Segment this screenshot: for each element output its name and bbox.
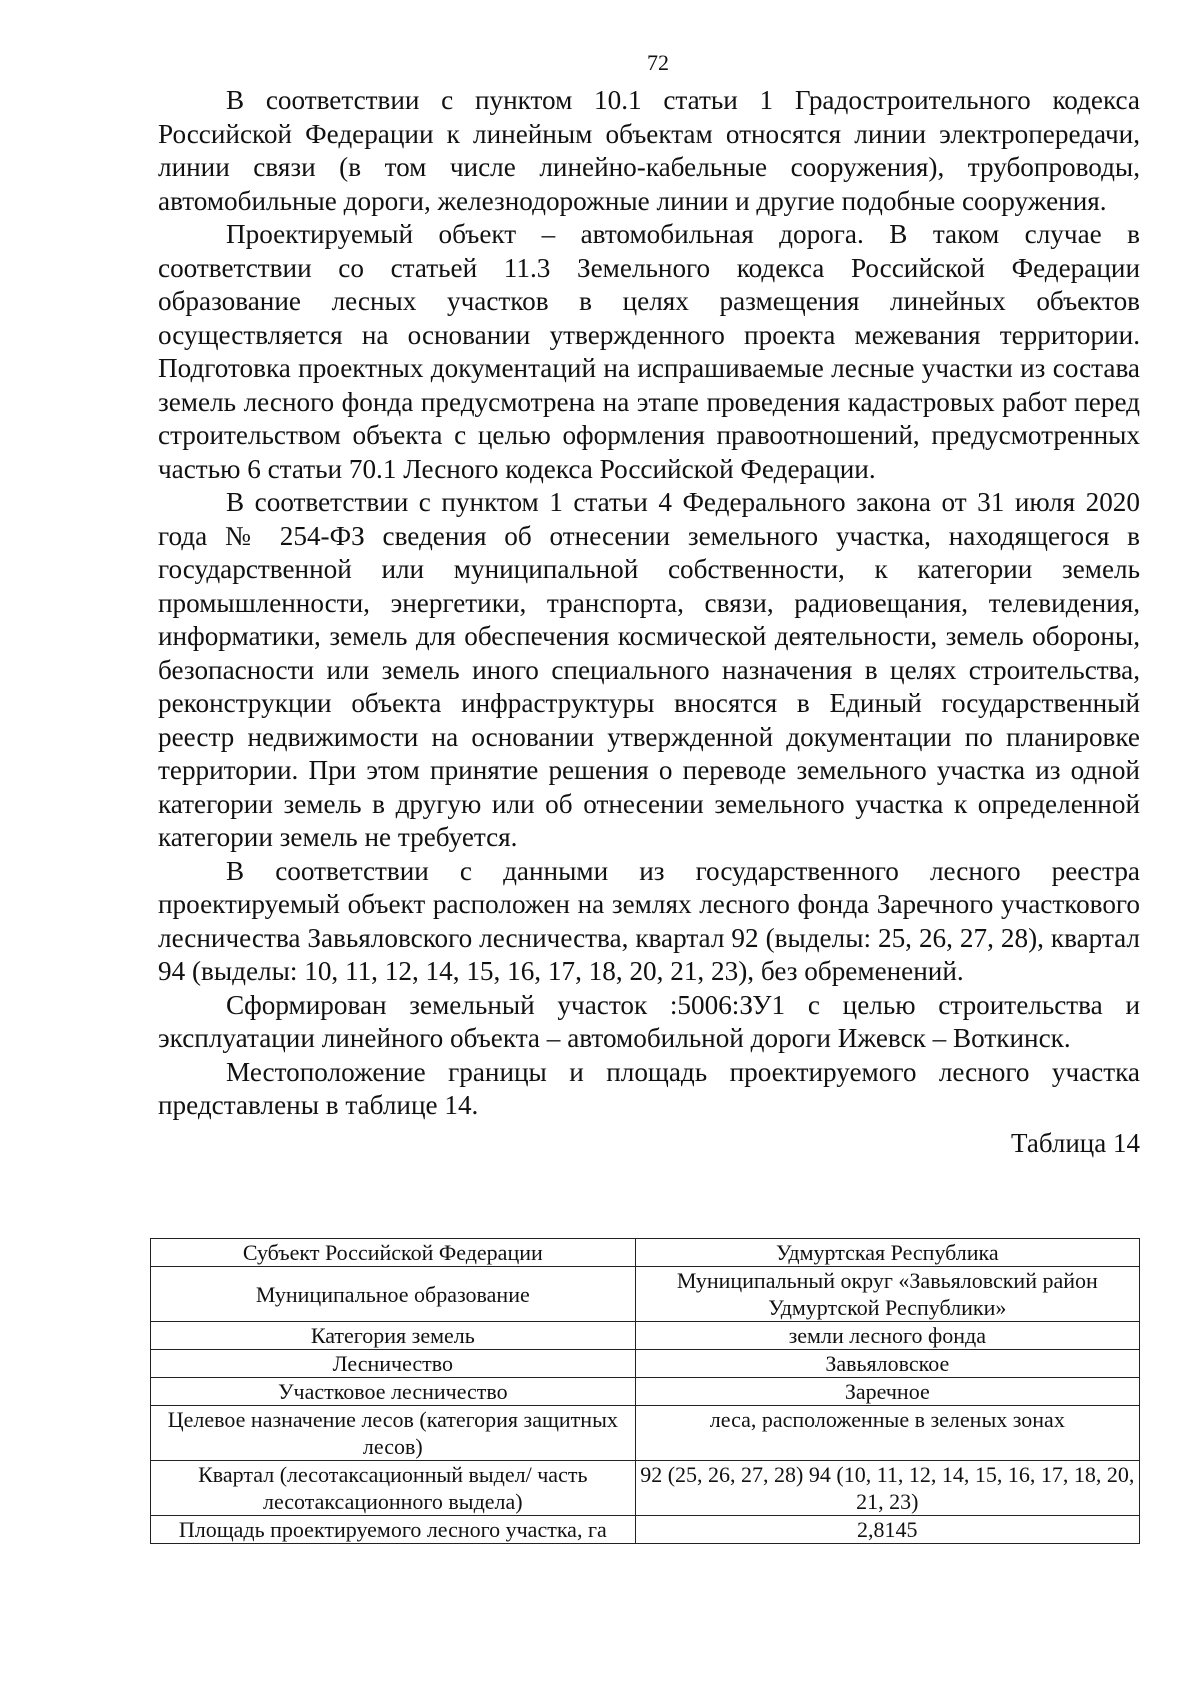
table-caption: Таблица 14 [1011, 1127, 1140, 1158]
table-cell-label: Категория земель [151, 1322, 636, 1350]
document-page [158, 48, 1140, 1170]
page-number: 72 [647, 50, 669, 75]
paragraph-forest-registry: В соответствии с данными из государственного лесного реестра проектируемый объект расположен на землях лесного фонда Заречного участкового лесничества Завьяловского лесничества, квартал 92 (выделы: 25, 26, 27, 28), квартал 94 (выделы: 10, 11, 12, 14, 15, 16, 17, 18, 20, 21, 23), без обременений. [158, 855, 1140, 986]
table-cell-value: Заречное [635, 1378, 1139, 1406]
table-row [151, 1322, 1140, 1350]
table-cell-value: 92 (25, 26, 27, 28) 94 (10, 11, 12, 14, 15, 16, 17, 18, 20, 21, 23) [635, 1461, 1139, 1516]
table-row [151, 1516, 1140, 1544]
table-row [151, 1378, 1140, 1406]
forest-plot-table [150, 1238, 1140, 1544]
paragraph-federal-law: В соответствии с пунктом 1 статьи 4 Федерального закона от 31 июля 2020 года № 254-ФЗ сведения об отнесении земельного участка, находящегося в государственной или муниципальной собственности, к категории земель промышленности, энергетики, транспорта, связи, радиовещания, телевидения, информатики, земель для обеспечения космической деятельности, земель обороны, безопасности или земель иного специального назначения в целях строительства, реконструкции объекта инфраструктуры вносятся в Единый государственный реестр недвижимости на основании утвержденной документации по планировке территории. При этом принятие решения о переводе земельного участка из одной категории земель в другую или об отнесении земельного участка к определенной категории земель не требуется. [158, 487, 1140, 852]
table-cell-label: Лесничество [151, 1350, 636, 1378]
table-cell-value: Завьяловское [635, 1350, 1139, 1378]
paragraph-projected-object: Проектируемый объект – автомобильная дорога. В таком случае в соответствии со статьей 11.3 Земельного кодекса Российской Федерации образование лесных участков в целях размещения линейных объектов осуществляется на основании утвержденного проекта межевания территории. Подготовка проектных документаций на испрашиваемые лесные участки из состава земель лесного фонда предусмотрена на этапе проведения кадастровых работ перед строительством объекта с целью оформления правоотношений, предусмотренных частью 6 статьи 70.1 Лесного кодекса Российской Федерации. [158, 219, 1140, 484]
table-row [151, 1267, 1140, 1322]
table-cell-value: леса, расположенные в зеленых зонах [635, 1406, 1139, 1461]
table-cell-value: 2,8145 [635, 1516, 1139, 1544]
paragraph-land-plot: Сформирован земельный участок :5006:ЗУ1 с целью строительства и эксплуатации линейного объекта – автомобильной дороги Ижевск – Воткинск. [158, 989, 1140, 1053]
table-cell-label: Муниципальное образование [151, 1267, 636, 1322]
table-cell-value: Удмуртская Республика [635, 1239, 1139, 1267]
table-cell-label: Площадь проектируемого лесного участка, га [151, 1516, 636, 1544]
table-cell-label: Целевое назначение лесов (категория защитных лесов) [151, 1406, 636, 1461]
table-row [151, 1406, 1140, 1461]
table-cell-label: Квартал (лесотаксационный выдел/ часть лесотаксационного выдела) [151, 1461, 636, 1516]
table-row [151, 1461, 1140, 1516]
table-row [151, 1239, 1140, 1267]
table-cell-value: земли лесного фонда [635, 1322, 1139, 1350]
table-cell-label: Участковое лесничество [151, 1378, 636, 1406]
table-row [151, 1350, 1140, 1378]
table-cell-label: Субъект Российской Федерации [151, 1239, 636, 1267]
table-cell-value: Муниципальный округ «Завьяловский район Удмуртской Республики» [635, 1267, 1139, 1322]
paragraph-table-reference: Местоположение границы и площадь проектируемого лесного участка представлены в таблице 14. [158, 1056, 1140, 1120]
paragraph-linear-objects: В соответствии с пунктом 10.1 статьи 1 Градостроительного кодекса Российской Федерации к линейным объектам относятся линии электропередачи, линии связи (в том числе линейно-кабельные сооружения), трубопроводы, автомобильные дороги, железнодорожные линии и другие подобные сооружения. [158, 85, 1140, 216]
